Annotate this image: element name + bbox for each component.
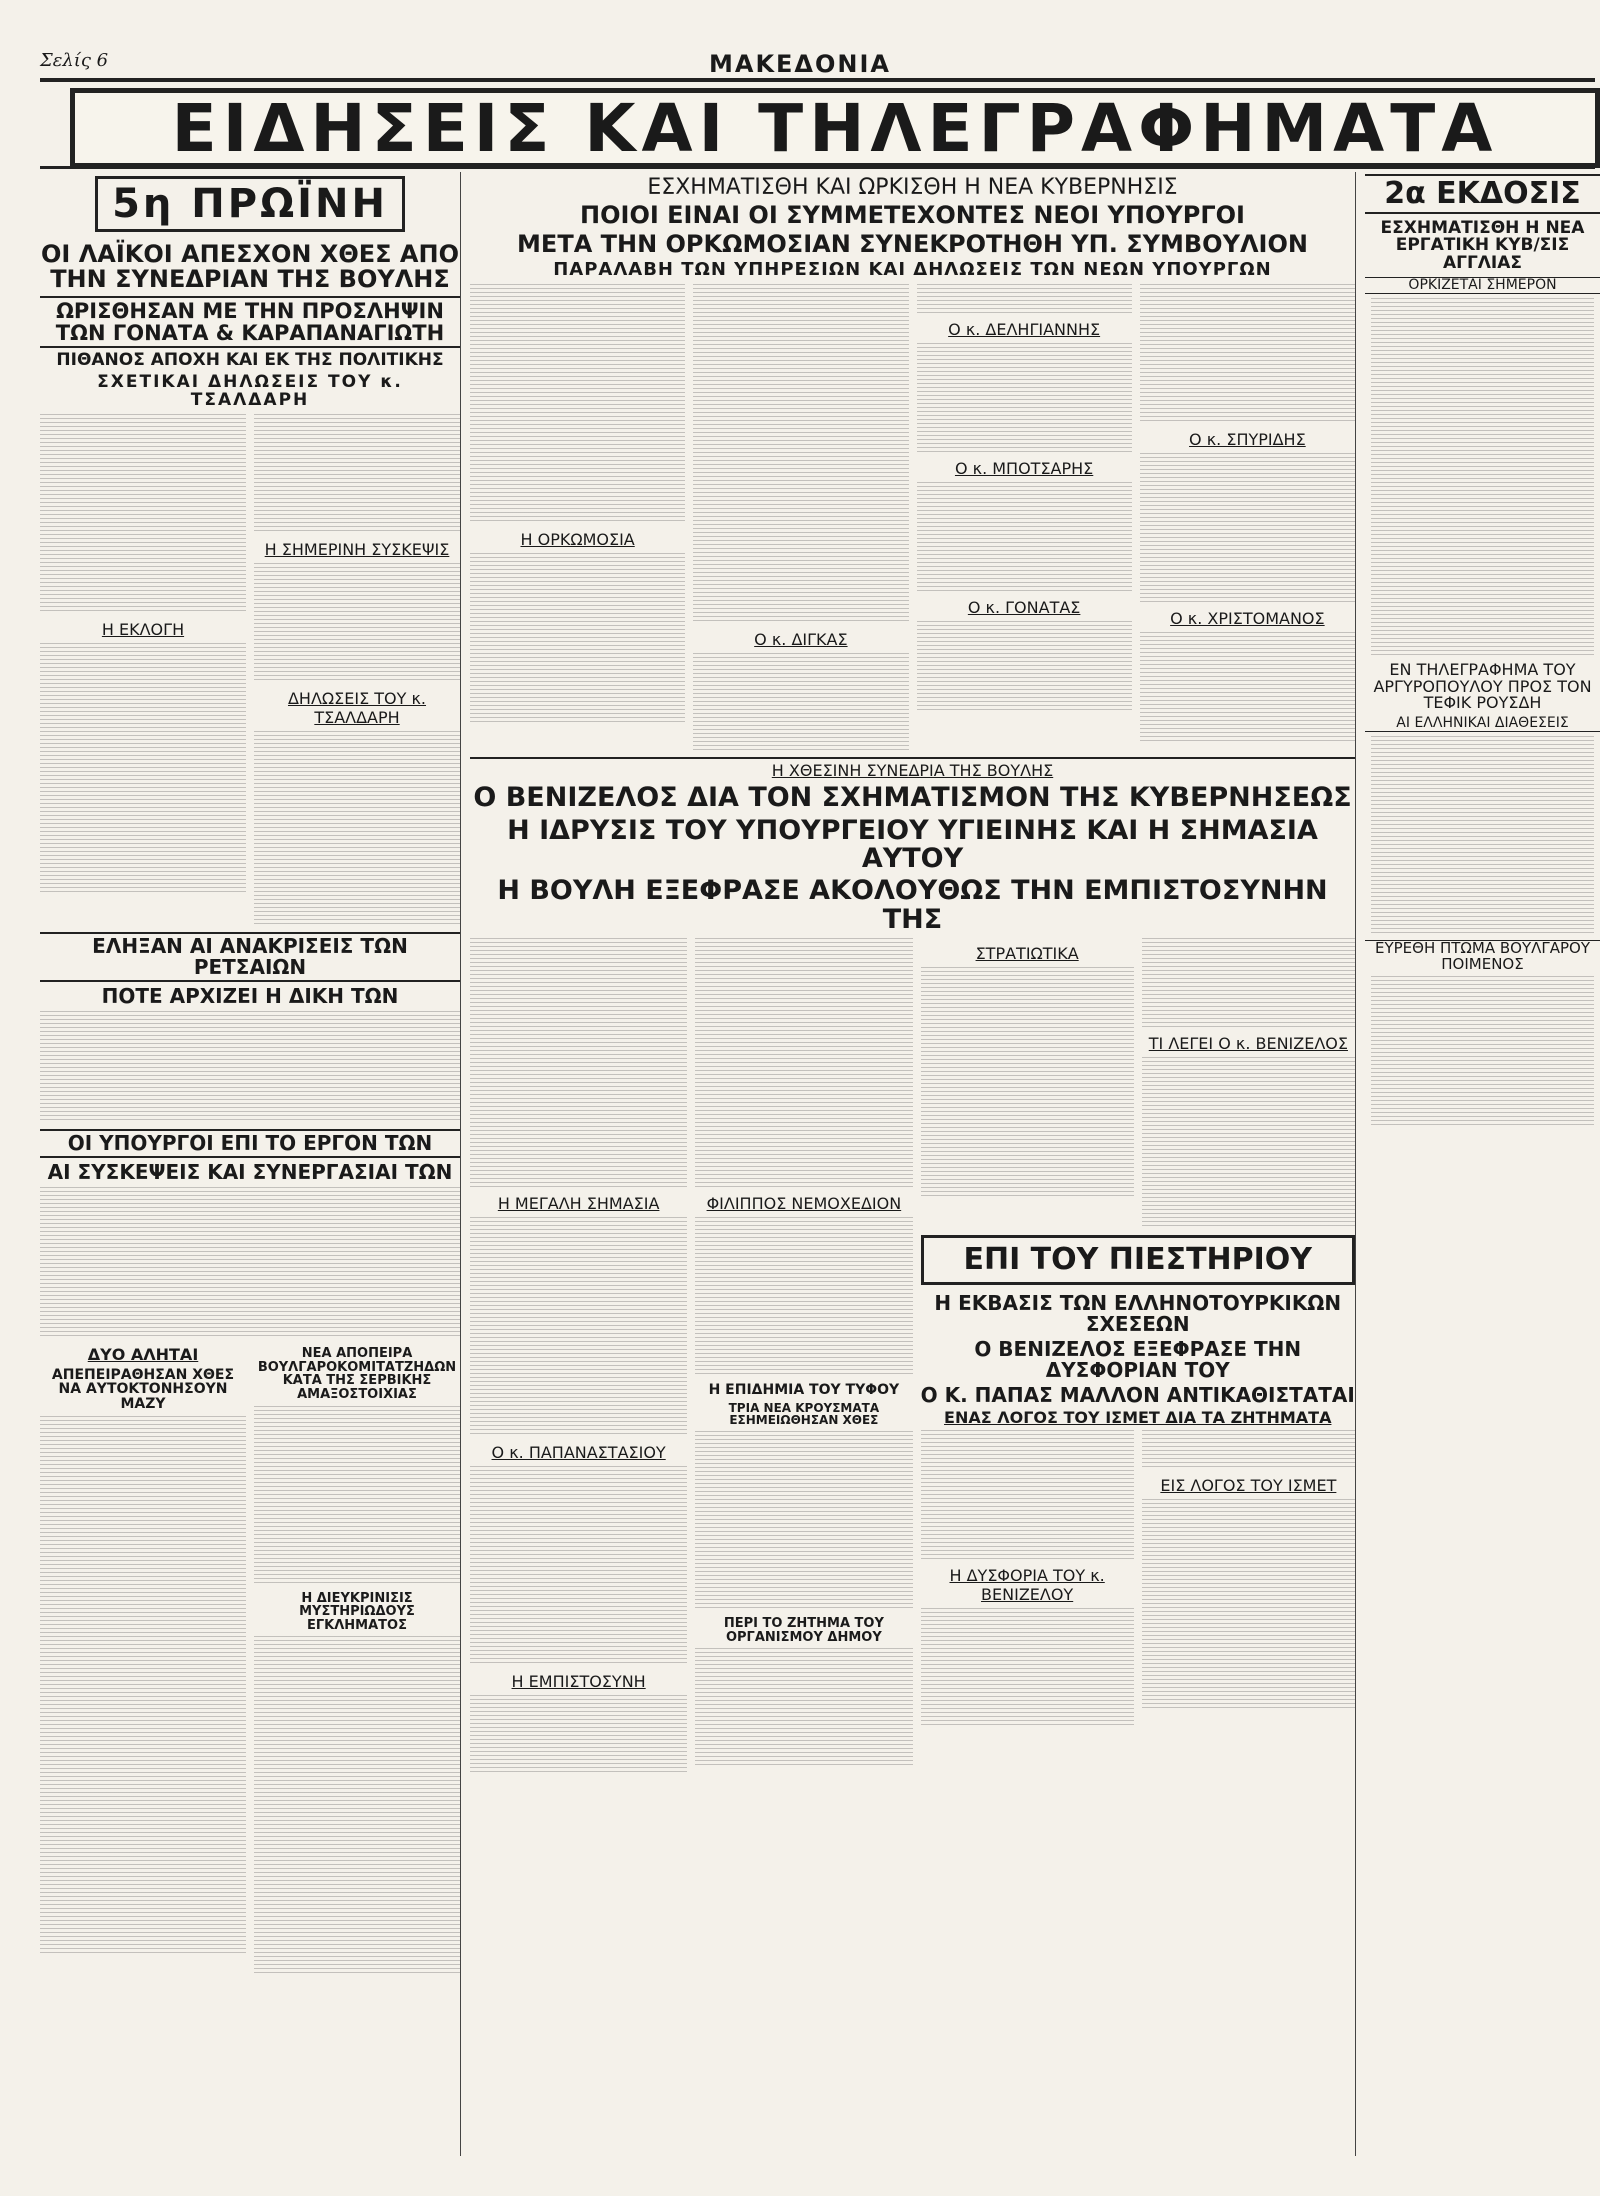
- subheadline: ΠΙΘΑΝΟΣ ΑΠΟΧΗ ΚΑΙ ΕΚ ΤΗΣ ΠΟΛΙΤΙΚΗΣ: [56, 350, 444, 371]
- section-heading: Ο κ. ΣΠΥΡΙΔΗΣ: [1189, 430, 1306, 450]
- edition-banner: 2α ΕΚΔΟΣΙΣ: [1365, 174, 1600, 214]
- section-heading: ΣΤΡΑΤΙΩΤΙΚΑ: [975, 944, 1079, 964]
- article-body: [917, 343, 1132, 453]
- section-heading: Ο κ. ΧΡΙΣΤΟΜΑΝΟΣ: [1170, 609, 1325, 629]
- article-body: [254, 1636, 460, 1976]
- headline: ΕΝ ΤΗΛΕΓΡΑΦΗΜΑ ΤΟΥ ΑΡΓΥΡΟΠΟΥΛΟΥ ΠΡΟΣ ΤΟΝ ΤΕΦΙΚ ΡΟΥΣΔΗ: [1373, 659, 1592, 713]
- article-body: [695, 1217, 912, 1377]
- rule: [40, 166, 1595, 169]
- section-heading: ΕΙΣ ΛΟΓΟΣ ΤΟΥ ΙΣΜΕΤ: [1160, 1476, 1337, 1496]
- article-body: [470, 1217, 687, 1437]
- headline: ΑΙ ΣΥΣΚΕΨΕΙΣ ΚΑΙ ΣΥΝΕΡΓΑΣΙΑΙ ΤΩΝ: [47, 1160, 453, 1184]
- subheadline: ΕΝΑΣ ΛΟΓΟΣ ΤΟΥ ΙΣΜΕΤ ΔΙΑ ΤΑ ΖΗΤΗΜΑΤΑ: [944, 1407, 1332, 1427]
- article-body: [40, 1011, 460, 1121]
- section-heading: Ο κ. ΓΟΝΑΤΑΣ: [967, 598, 1081, 618]
- article-body: [470, 1695, 687, 1775]
- headline: ΔΥΟ ΑΛΗΤΑΙ: [87, 1345, 199, 1364]
- headline: ΠΟΙΟΙ ΕΙΝΑΙ ΟΙ ΣΥΜΜΕΤΕΧΟΝΤΕΣ ΝΕΟΙ ΥΠΟΥΡΓΟΙ: [580, 201, 1245, 230]
- subheadline: ΣΧΕΤΙΚΑΙ ΔΗΛΩΣΕΙΣ ΤΟΥ κ. ΤΣΑΛΔΑΡΗ: [97, 372, 403, 411]
- right-column: [1365, 172, 1600, 2156]
- section-heading: Η ΟΡΚΩΜΟΣΙΑ: [520, 530, 635, 550]
- section-heading: ΤΙ ΛΕΓΕΙ Ο κ. ΒΕΝΙΖΕΛΟΣ: [1148, 1034, 1348, 1054]
- article-body: [1140, 453, 1355, 603]
- section-heading: Η ΜΕΓΑΛΗ ΣΗΜΑΣΙΑ: [497, 1194, 660, 1214]
- section-heading: Η ΕΜΠΙΣΤΟΣΥΝΗ: [511, 1672, 646, 1692]
- article-body: [917, 621, 1132, 711]
- boxed-banner: ΕΠΙ ΤΟΥ ΠΙΕΣΤΗΡΙΟΥ: [921, 1235, 1356, 1285]
- headline: ΜΕΤΑ ΤΗΝ ΟΡΚΩΜΟΣΙΑΝ ΣΥΝΕΚΡΟΤΗΘΗ ΥΠ. ΣΥΜΒΟΥΛΙΟΝ: [517, 230, 1308, 259]
- article-body: [917, 284, 1132, 314]
- article-body: [695, 1431, 912, 1611]
- article-body: [921, 967, 1134, 1197]
- article-body: [254, 414, 460, 534]
- headline: ΟΙ ΛΑΪΚΟΙ ΑΠΕΣΧΟΝ ΧΘΕΣ ΑΠΟ ΤΗΝ ΣΥΝΕΔΡΙΑΝ ΤΗΣ ΒΟΥΛΗΣ: [41, 240, 459, 294]
- headline: Η ΒΟΥΛΗ ΕΞΕΦΡΑΣΕ ΑΚΟΛΟΥΘΩΣ ΤΗΝ ΕΜΠΙΣΤΟΣΥΝΗΝ ΤΗΣ: [497, 875, 1328, 935]
- article-body: [40, 1416, 246, 1956]
- article-body: [254, 563, 460, 683]
- headline: ΟΙ ΥΠΟΥΡΓΟΙ ΕΠΙ ΤΟ ΕΡΓΟΝ ΤΩΝ: [40, 1129, 460, 1158]
- article-body: [254, 1406, 460, 1586]
- subheadline: ΑΙ ΕΛΛΗΝΙΚΑΙ ΔΙΑΘΕΣΕΙΣ: [1365, 716, 1600, 732]
- article-body: [1142, 1430, 1355, 1470]
- article-body: [470, 1466, 687, 1666]
- article-body: [1142, 1057, 1355, 1227]
- article-body: [40, 414, 246, 614]
- section-heading: Ο κ. ΠΑΠΑΝΑΣΤΑΣΙΟΥ: [491, 1443, 666, 1463]
- headline: ΠΟΤΕ ΑΡΧΙΖΕΙ Η ΔΙΚΗ ΤΩΝ: [101, 984, 399, 1008]
- article-body: [40, 643, 246, 893]
- section-heading: Ο κ. ΔΙΓΚΑΣ: [754, 630, 848, 650]
- headline: ΠΕΡΙ ΤΟ ΖΗΤΗΜΑ ΤΟΥ ΟΡΓΑΝΙΣΜΟΥ ΔΗΜΟΥ: [723, 1615, 884, 1645]
- subheadline: ΠΑΡΑΛΑΒΗ ΤΩΝ ΥΠΗΡΕΣΙΩΝ ΚΑΙ ΔΗΛΩΣΕΙΣ ΤΩΝ ΝΕΩΝ ΥΠΟΥΡΓΩΝ: [553, 259, 1272, 281]
- headline: Ο ΒΕΝΙΖΕΛΟΣ ΕΞΕΦΡΑΣΕ ΤΗΝ ΔΥΣΦΟΡΙΑΝ ΤΟΥ: [974, 1336, 1302, 1382]
- section-heading: Ο κ. ΜΠΟΤΣΑΡΗΣ: [954, 459, 1094, 479]
- subheadline: ΤΡΙΑ ΝΕΑ ΚΡΟΥΣΜΑΤΑ ΕΣΗΜΕΙΩΘΗΣΑΝ ΧΘΕΣ: [728, 1400, 880, 1428]
- headline: ΕΥΡΕΘΗ ΠΤΩΜΑ ΒΟΥΛΓΑΡΟΥ ΠΟΙΜΕΝΟΣ: [1365, 940, 1600, 973]
- subheadline: ΑΠΕΠΕΙΡΑΘΗΣΑΝ ΧΘΕΣ ΝΑ ΑΥΤΟΚΤΟΝΗΣΟΥΝ ΜΑΖΥ: [51, 1366, 235, 1413]
- article-body: [1142, 1499, 1355, 1709]
- article-body: [695, 938, 912, 1188]
- subheadline: ΟΡΚΙΖΕΤΑΙ ΣΗΜΕΡΟΝ: [1365, 277, 1600, 294]
- article-body: [921, 1608, 1134, 1728]
- section-heading: Η ΣΗΜΕΡΙΝΗ ΣΥΣΚΕΨΙΣ: [264, 540, 450, 559]
- newspaper-name: ΜΑΚΕΔΟΝΙΑ: [708, 50, 891, 78]
- headline: ΩΡΙΣΘΗΣΑΝ ΜΕ ΤΗΝ ΠΡΟΣΛΗΨΙΝ ΤΩΝ ΓΟΝΑΤΑ & ΚΑΡΑΠΑΝΑΓΙΩΤΗ: [40, 296, 460, 348]
- article-body: [470, 284, 685, 524]
- article-body: [254, 731, 460, 926]
- article-body: [695, 1648, 912, 1768]
- section-heading: ΔΗΛΩΣΕΙΣ ΤΟΥ κ. ΤΣΑΛΔΑΡΗ: [287, 689, 427, 727]
- rule: [40, 78, 1595, 82]
- center-column: [470, 172, 1356, 2156]
- article-body: [1371, 298, 1594, 658]
- kicker: Η ΧΘΕΣΙΝΗ ΣΥΝΕΔΡΙΑ ΤΗΣ ΒΟΥΛΗΣ: [470, 757, 1355, 780]
- headline: ΕΣΧΗΜΑΤΙΣΘΗ Η ΝΕΑ ΕΡΓΑΤΙΚΗ ΚΥΒ/ΣΙΣ ΑΓΓΛΙΑΣ: [1380, 217, 1585, 274]
- edition-banner: 5η ΠΡΩΪΝΗ: [95, 176, 405, 232]
- article-body: [470, 938, 687, 1188]
- page-number: Σελίς 6: [40, 50, 109, 71]
- article-body: [921, 1430, 1134, 1560]
- article-body: [1371, 976, 1594, 1126]
- article-body: [917, 482, 1132, 592]
- headline: Η ΔΙΕΥΚΡΙΝΙΣΙΣ ΜΥΣΤΗΡΙΩΔΟΥΣ ΕΓΚΛΗΜΑΤΟΣ: [299, 1590, 415, 1633]
- section-heading: Η ΔΥΣΦΟΡΙΑ ΤΟΥ κ. ΒΕΝΙΖΕΛΟΥ: [949, 1566, 1105, 1605]
- article-body: [1371, 736, 1594, 936]
- headline: Η ΕΚΒΑΣΙΣ ΤΩΝ ΕΛΛΗΝΟΤΟΥΡΚΙΚΩΝ ΣΧΕΣΕΩΝ: [934, 1290, 1342, 1336]
- section-heading: Η ΕΚΛΟΓΗ: [101, 620, 185, 639]
- article-body: [1140, 632, 1355, 742]
- section-heading: Ο κ. ΔΕΛΗΓΙΑΝΝΗΣ: [948, 320, 1101, 340]
- headline: ΕΛΗΞΑΝ ΑΙ ΑΝΑΚΡΙΣΕΙΣ ΤΩΝ ΡΕΤΣΑΙΩΝ: [40, 932, 460, 982]
- article-body: [693, 653, 908, 753]
- article-body: [470, 553, 685, 723]
- headline: ΕΣΧΗΜΑΤΙΣΘΗ ΚΑΙ ΩΡΚΙΣΘΗ Η ΝΕΑ ΚΥΒΕΡΝΗΣΙΣ: [647, 175, 1178, 200]
- headline: Η ΕΠΙΔΗΜΙΑ ΤΟΥ ΤΥΦΟΥ: [708, 1382, 900, 1399]
- headline: Η ΙΔΡΥΣΙΣ ΤΟΥ ΥΠΟΥΡΓΕΙΟΥ ΥΓΙΕΙΝΗΣ ΚΑΙ Η ΣΗΜΑΣΙΑ ΑΥΤΟΥ: [507, 814, 1318, 875]
- article-body: [1140, 284, 1355, 424]
- headline: ΝΕΑ ΑΠΟΠΕΙΡΑ ΒΟΥΛΓΑΡΟΚΟΜΙΤΑΤΖΗΔΩΝ ΚΑΤΑ ΤΗΣ ΣΕΡΒΙΚΗΣ ΑΜΑΞΟΣΤΟΙΧΙΑΣ: [257, 1346, 457, 1402]
- section-heading: ΦΙΛΙΠΠΟΣ ΝΕΜΟΧΕΔΙΟΝ: [706, 1194, 902, 1214]
- headline: Ο Κ. ΠΑΠΑΣ ΜΑΛΛΟΝ ΑΝΤΙΚΑΘΙΣΤΑΤΑΙ: [920, 1382, 1355, 1407]
- article-body: [1142, 938, 1355, 1028]
- headline: Ο ΒΕΝΙΖΕΛΟΣ ΔΙΑ ΤΟΝ ΣΧΗΜΑΤΙΣΜΟΝ ΤΗΣ ΚΥΒΕΡΝΗΣΕΩΣ: [473, 782, 1352, 814]
- section-masthead: ΕΙΔΗΣΕΙΣ ΚΑΙ ΤΗΛΕΓΡΑΦΗΜΑΤΑ: [70, 88, 1600, 168]
- article-body: [40, 1187, 460, 1337]
- left-column: [40, 172, 461, 2156]
- article-body: [693, 284, 908, 624]
